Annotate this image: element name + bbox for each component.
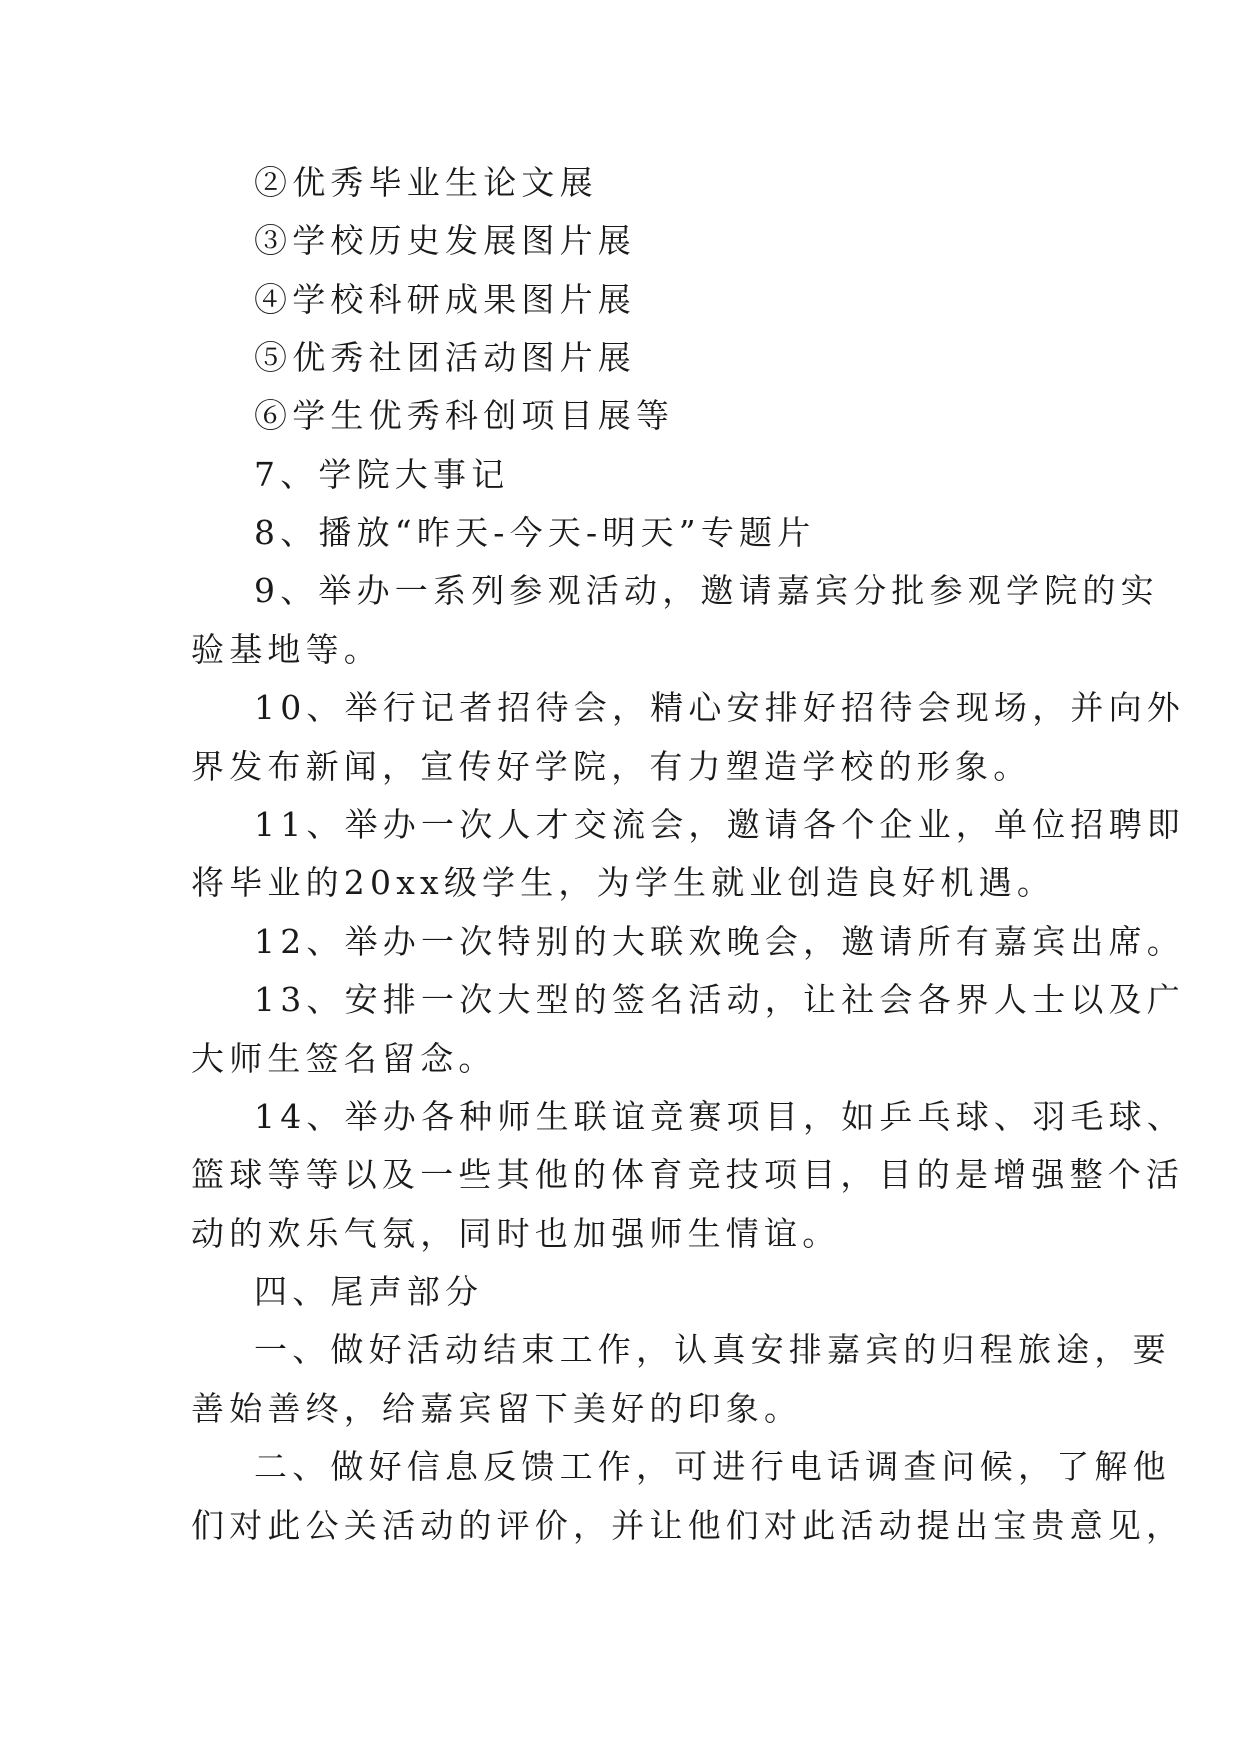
text-line: 将毕业的20xx级学生，为学生就业创造良好机遇。 <box>191 863 1056 902</box>
text-line: 二、做好信息反馈工作，可进行电话调查问候，了解他 <box>254 1447 1171 1486</box>
text-line: 12、举办一次特别的大联欢晚会，邀请所有嘉宾出席。 <box>254 922 1185 961</box>
text-line: 验基地等。 <box>191 630 382 669</box>
text-line: 界发布新闻，宣传好学院，有力塑造学校的形象。 <box>191 747 1032 786</box>
text-line: 大师生签名留念。 <box>191 1039 497 1078</box>
text-line: ⑤优秀社团活动图片展 <box>254 338 636 377</box>
text-line: 善始善终，给嘉宾留下美好的印象。 <box>191 1389 803 1428</box>
text-line: 7、学院大事记 <box>254 455 510 494</box>
text-line: ②优秀毕业生论文展 <box>254 163 598 202</box>
section-heading: 四、尾声部分 <box>254 1272 484 1311</box>
text-line: 14、举办各种师生联谊竞赛项目，如乒乓球、羽毛球、 <box>254 1097 1185 1136</box>
text-line: ⑥学生优秀科创项目展等 <box>254 396 675 435</box>
text-line: ③学校历史发展图片展 <box>254 221 636 260</box>
text-line: 13、安排一次大型的签名活动，让社会各界人士以及广 <box>254 980 1185 1019</box>
text-line: 篮球等等以及一些其他的体育竞技项目，目的是增强整个活 <box>191 1155 1185 1194</box>
text-line: ④学校科研成果图片展 <box>254 280 636 319</box>
text-line: 一、做好活动结束工作，认真安排嘉宾的归程旅途，要 <box>254 1330 1171 1369</box>
text-line: 们对此公关活动的评价，并让他们对此活动提出宝贵意见， <box>191 1506 1185 1545</box>
text-line: 11、举办一次人才交流会，邀请各个企业，单位招聘即 <box>254 805 1185 844</box>
text-line: 8、播放“昨天-今天-明天”专题片 <box>254 513 816 552</box>
text-line: 10、举行记者招待会，精心安排好招待会现场，并向外 <box>254 688 1185 727</box>
text-line: 9、举办一系列参观活动，邀请嘉宾分批参观学院的实 <box>254 571 1159 610</box>
text-line: 动的欢乐气氛，同时也加强师生情谊。 <box>191 1214 841 1253</box>
